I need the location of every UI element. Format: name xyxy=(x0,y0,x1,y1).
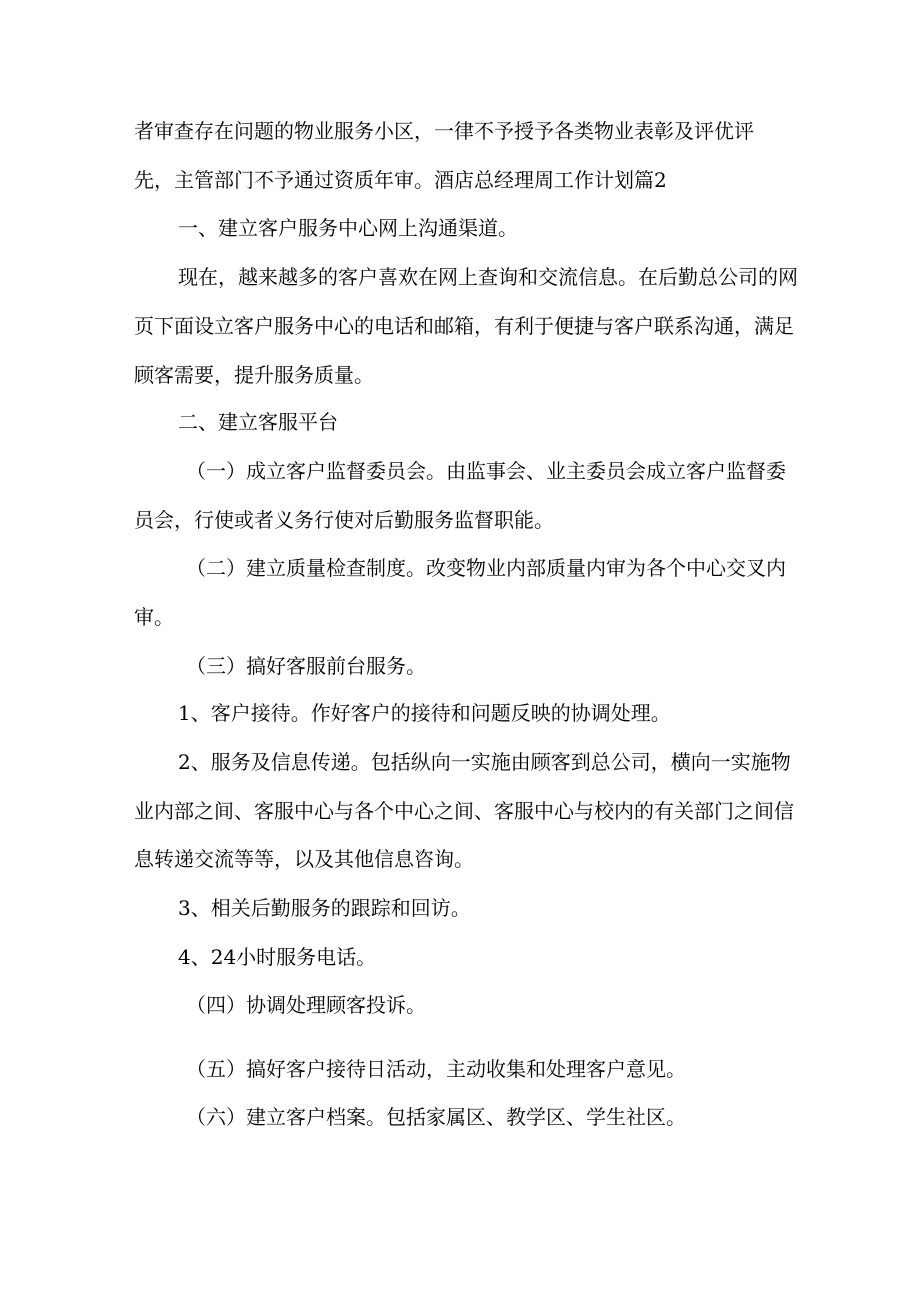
line-text: （六）建立客户档案。包括家属区、教学区、学生社区。 xyxy=(186,1105,686,1129)
paragraph-line xyxy=(0,1103,920,1131)
paragraph-line xyxy=(0,943,920,971)
paragraph-line xyxy=(0,117,920,145)
line-text: （五）搞好客户接待日活动，主动收集和处理客户意见。 xyxy=(186,1057,686,1081)
line-text: （三）搞好客服前台服务。 xyxy=(186,654,426,678)
line-text: 2、服务及信息传递。包括纵向一实施由顾客到总公司，横向一实施物 xyxy=(178,750,791,774)
line-text: 者审查存在问题的物业服务小区，一律不予授予各类物业表彰及评优评 xyxy=(134,119,754,143)
line-text: 一、建立客户服务中心网上沟通渠道。 xyxy=(178,216,518,240)
paragraph-line xyxy=(0,554,920,582)
paragraph-line xyxy=(0,797,920,825)
paragraph-line xyxy=(0,845,920,873)
paragraph-line xyxy=(0,699,920,727)
line-text: 3、相关后勤服务的跟踪和回访。 xyxy=(178,896,471,920)
line-text: 审。 xyxy=(134,605,174,629)
line-text: 现在，越来越多的客户喜欢在网上查询和交流信息。在后勤总公司的网 xyxy=(178,265,798,289)
line-text: （二）建立质量检查制度。改变物业内部质量内审为各个中心交叉内 xyxy=(186,556,786,580)
line-text: 员会，行使或者义务行使对后勤服务监督职能。 xyxy=(134,508,554,532)
paragraph-line xyxy=(0,361,920,389)
line-text: 顾客需要，提升服务质量。 xyxy=(134,363,374,387)
paragraph-line xyxy=(0,166,920,194)
paragraph-line xyxy=(0,263,920,291)
paragraph-line xyxy=(0,652,920,680)
paragraph-line xyxy=(0,991,920,1019)
line-text: 先，主管部门不予通过资质年审。酒店总经理周工作计划篇2 xyxy=(134,168,667,192)
paragraph-line xyxy=(0,894,920,922)
line-text: 1、客户接待。作好客户的接待和问题反映的协调处理。 xyxy=(178,701,671,725)
line-text: 业内部之间、客服中心与各个中心之间、客服中心与校内的有关部门之间信 xyxy=(134,799,794,823)
paragraph-line xyxy=(0,312,920,340)
line-text: （四）协调处理顾客投诉。 xyxy=(186,993,426,1017)
line-text: （一）成立客户监督委员会。由监事会、业主委员会成立客户监督委 xyxy=(186,459,786,483)
paragraph-line xyxy=(0,1055,920,1083)
section-heading-1 xyxy=(0,214,920,242)
line-text: 4、24小时服务电话。 xyxy=(178,945,377,969)
line-text: 页下面设立客户服务中心的电话和邮箱，有利于便捷与客户联系沟通，满足 xyxy=(134,314,794,338)
paragraph-line xyxy=(0,506,920,534)
paragraph-line xyxy=(0,748,920,776)
section-heading-2 xyxy=(0,408,920,436)
paragraph-line xyxy=(0,457,920,485)
line-text: 二、建立客服平台 xyxy=(178,410,338,434)
paragraph-line xyxy=(0,603,920,631)
line-text: 息转递交流等等，以及其他信息咨询。 xyxy=(134,847,474,871)
